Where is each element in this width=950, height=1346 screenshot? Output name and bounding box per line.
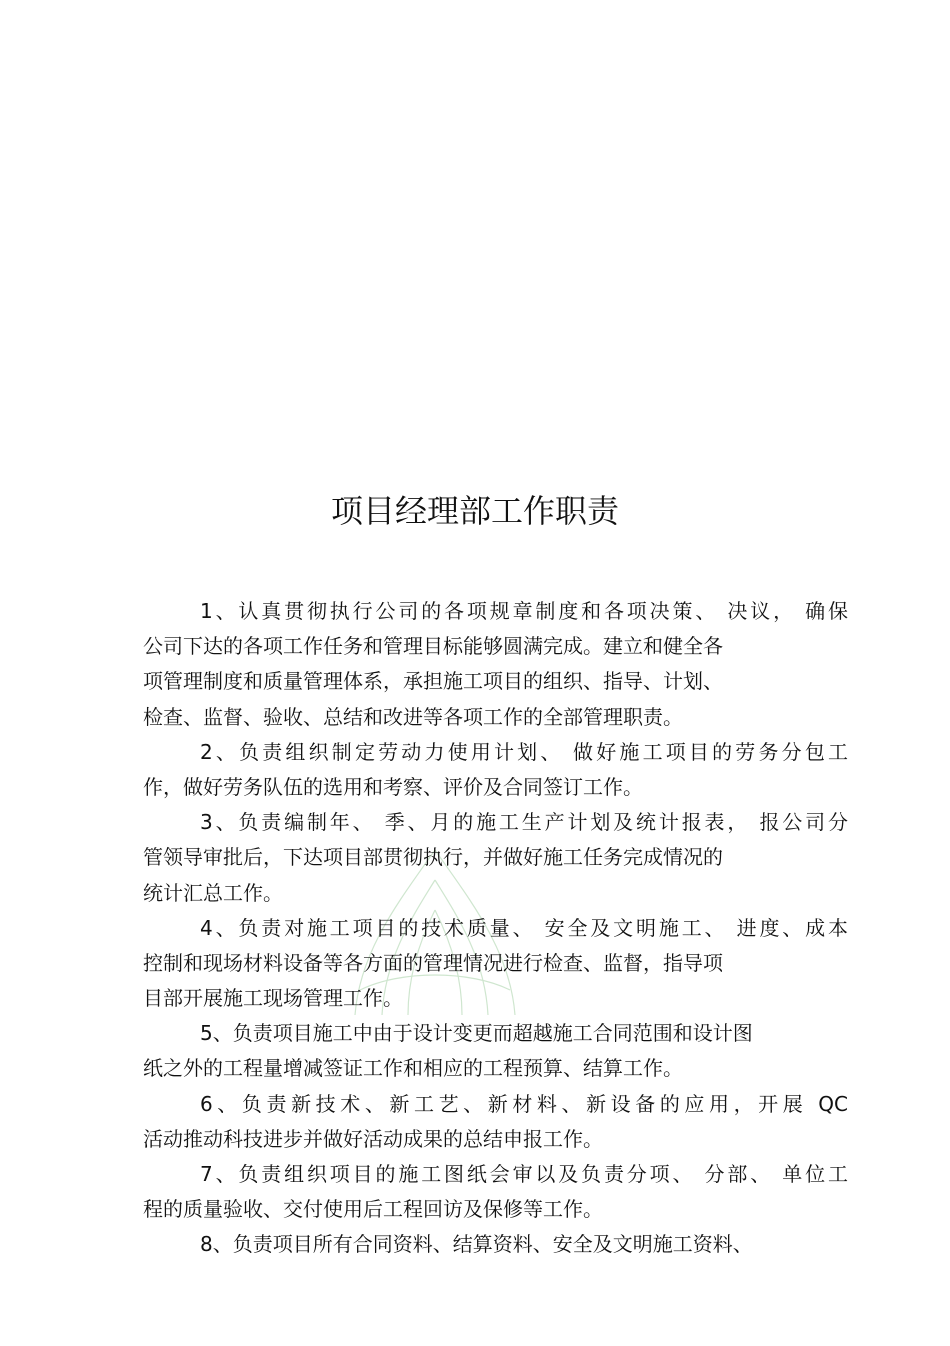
body-line: 3、负责编制年、 季、月的施工生产计划及统计报表， 报公司分: [200, 810, 848, 835]
body-line: 控制和现场材料设备等各方面的管理情况进行检查、监督，指导项: [143, 950, 723, 975]
body-line: 1、认真贯彻执行公司的各项规章制度和各项决策、 决议， 确保: [200, 599, 848, 623]
page-title: 项目经理部工作职责: [330, 492, 619, 530]
body-line: 2、负责组织制定劳动力使用计划、 做好施工项目的劳务分包工: [200, 739, 848, 764]
body-line: 检查、监督、验收、总结和改进等各项工作的全部管理职责。: [143, 704, 683, 729]
body-line: 项管理制度和质量管理体系，承担施工项目的组织、指导、计划、: [143, 669, 723, 694]
body-line: 目部开展施工现场管理工作。: [143, 986, 403, 1011]
body-line: 程的质量验收、交付使用后工程回访及保修等工作。: [143, 1197, 603, 1222]
body-line: 7、负责组织项目的施工图纸会审以及负责分项、 分部、 单位工: [200, 1162, 848, 1186]
body-line: 活动推动科技进步并做好活动成果的总结申报工作。: [143, 1126, 603, 1151]
body-line: 5、负责项目施工中由于设计变更而超越施工合同范围和设计图: [200, 1021, 753, 1046]
body-line: 作，做好劳务队伍的选用和考察、评价及合同签订工作。: [143, 774, 643, 799]
body-line: 4、负责对施工项目的技术质量、 安全及文明施工、 进度、成本: [200, 915, 848, 940]
body-line: 6、负责新技术、新工艺、新材料、新设备的应用，开展 QC: [200, 1091, 848, 1116]
body-line: 公司下达的各项工作任务和管理目标能够圆满完成。建立和健全各: [143, 634, 723, 659]
body-line: 管领导审批后，下达项目部贯彻执行，并做好施工任务完成情况的: [143, 845, 723, 870]
document-body: [143, 594, 848, 1263]
body-line: 8、负责项目所有合同资料、结算资料、安全及文明施工资料、: [200, 1232, 753, 1257]
body-line: 统计汇总工作。: [143, 880, 283, 905]
body-line: 纸之外的工程量增减签证工作和相应的工程预算、结算工作。: [143, 1056, 683, 1081]
